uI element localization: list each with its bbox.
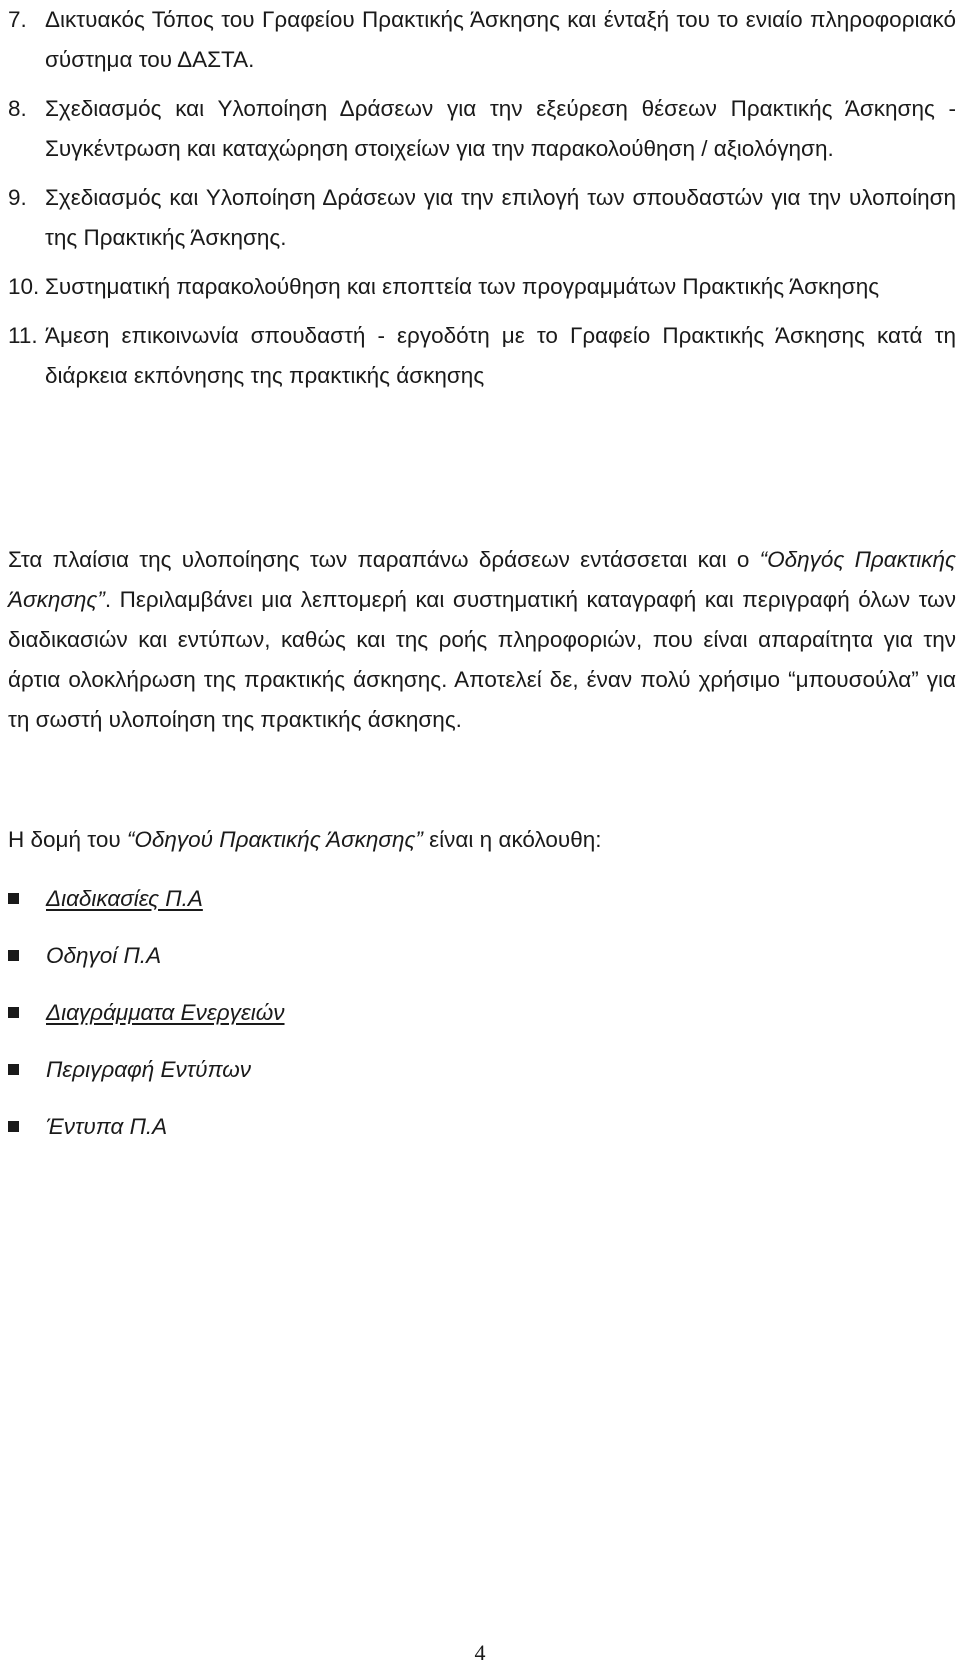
list-item-text: Συστηματική παρακολούθηση και εποπτεία των προγραμμάτων Πρακτικής Άσκησης [45, 274, 880, 299]
guide-title: “Οδηγού Πρακτικής Άσκησης” [126, 827, 423, 852]
structure-paragraph [8, 820, 956, 860]
bullet-label: Διαδικασίες Π.Α [46, 885, 203, 911]
list-item [8, 178, 956, 258]
square-bullet-icon [8, 950, 19, 961]
list-item-number: 9. [8, 185, 27, 210]
list-item-number: 11. [8, 323, 38, 348]
list-item-number: 8. [8, 96, 27, 121]
list-item-text: Άμεση επικοινωνία σπουδαστή - εργοδότη με το Γραφείο Πρακτικής Άσκησης κατά τη διάρκεια εκπόνησης της πρακτικής άσκησης [45, 323, 956, 388]
bullet-item [8, 870, 285, 927]
bullet-item [8, 1098, 285, 1155]
intro-text-start: Στα πλαίσια της υλοποίησης των παραπάνω δράσεων εντάσσεται και ο [8, 547, 760, 572]
structure-text-start: Η δομή του [8, 827, 127, 852]
list-item [8, 0, 956, 80]
list-item-number: 10. [8, 274, 40, 299]
page-number: 4 [474, 1640, 486, 1665]
bullet-label: Διαγράμματα Ενεργειών [46, 999, 285, 1025]
list-item-number: 7. [8, 7, 27, 32]
square-bullet-icon [8, 1007, 19, 1018]
list-item-text: Σχεδιασμός και Υλοποίηση Δράσεων για την εξεύρεση θέσεων Πρακτικής Άσκησης - Συγκέντρωση και καταχώρηση στοιχείων για την παρακολούθηση / αξιολόγηση. [45, 96, 956, 161]
bullet-label: Περιγραφή Εντύπων [46, 1056, 252, 1082]
list-item [8, 267, 956, 307]
list-item-text: Σχεδιασμός και Υλοποίηση Δράσεων για την επιλογή των σπουδαστών για την υλοποίηση της Πρακτικής Άσκησης. [45, 185, 956, 250]
square-bullet-icon [8, 1121, 19, 1132]
bullet-label: Έντυπα Π.Α [46, 1113, 168, 1139]
numbered-list [8, 0, 956, 405]
bullet-item [8, 927, 285, 984]
bullet-item [8, 1041, 285, 1098]
list-item [8, 89, 956, 169]
guide-title: “Οδηγός Πρακτικής Άσκησης” [8, 547, 956, 612]
intro-paragraph [8, 540, 956, 740]
list-item-text: Δικτυακός Τόπος του Γραφείου Πρακτικής Άσκησης και ένταξή του το ενιαίο πληροφοριακό σύστημα του ΔΑΣΤΑ. [45, 7, 956, 72]
list-item [8, 316, 956, 396]
square-bullet-icon [8, 893, 19, 904]
intro-text-rest: . Περιλαμβάνει μια λεπτομερή και συστηματική καταγραφή και περιγραφή όλων των διαδικασιών και εντύπων, καθώς και της ροής πληροφοριών, που είναι απαραίτητα για την άρτια ολοκλήρωση της πρακτικής άσκησης. Αποτελεί δε, έναν πολύ χρήσιμο “μπουσούλα” για τη σωστή υλοποίηση της πρακτικής άσκησης. [8, 587, 956, 732]
bullet-label: Οδηγοί Π.Α [46, 942, 162, 968]
bullet-item [8, 984, 285, 1041]
structure-text-end: είναι η ακόλουθη: [422, 827, 602, 852]
square-bullet-icon [8, 1064, 19, 1075]
bullet-list [8, 870, 285, 1155]
